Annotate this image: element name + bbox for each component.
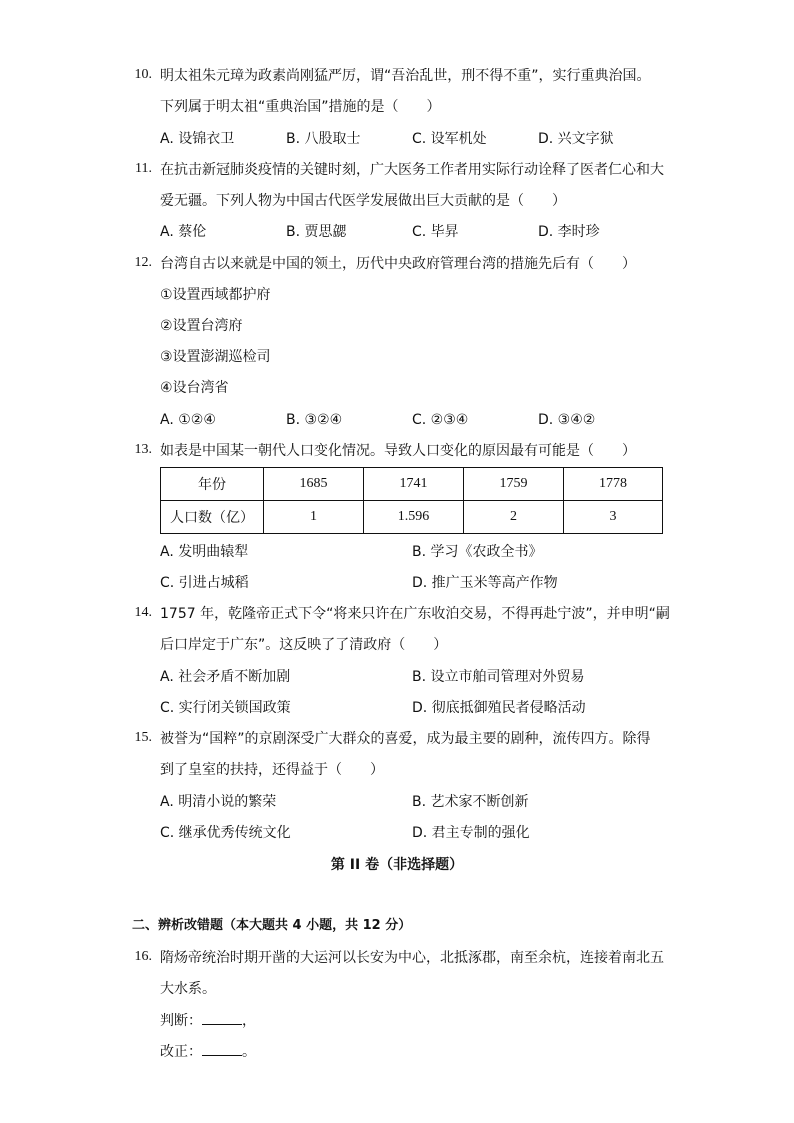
question-13-number: 13. (134, 442, 152, 457)
question-11-number: 11. (135, 161, 152, 176)
question-15-number: 15. (134, 730, 152, 745)
question-11-option-d: D. 李时珍 (538, 224, 600, 240)
question-12-option-a: A. ①②④ (160, 412, 216, 428)
question-14-text-line2: 后口岸定于广东”。这反映了了清政府（ ） (160, 637, 448, 653)
question-10-option-b: B. 八股取士 (286, 131, 361, 147)
table-cell: 1759 (464, 468, 564, 501)
section-2-title: 第 II 卷（非选择题） (330, 857, 464, 873)
table-cell: 1 (264, 501, 364, 534)
question-16-text-line2: 大水系。 (160, 981, 216, 997)
question-10-option-c: C. 设军机处 (412, 131, 487, 147)
question-16-judge-row (160, 1012, 256, 1030)
table-row (161, 501, 663, 534)
question-12-item-2: ②设置台湾府 (160, 318, 243, 334)
question-10-number: 10. (134, 67, 152, 82)
question-13-option-d: D. 推广玉米等高产作物 (412, 575, 558, 591)
question-15-option-c: C. 继承优秀传统文化 (160, 825, 291, 841)
question-10-text-line1: 明太祖朱元璋为政素尚刚猛严厉，谓“吾治乱世，刑不得不重”，实行重典治国。 (160, 68, 651, 84)
table-header-year: 年份 (161, 468, 264, 501)
question-15-option-b: B. 艺术家不断创新 (412, 794, 529, 810)
question-16-number: 16. (134, 949, 152, 964)
question-16-correct-row (160, 1043, 256, 1061)
question-11-option-a: A. 蔡伦 (160, 224, 207, 240)
table-cell: 1778 (564, 468, 663, 501)
question-13-option-a: A. 发明曲辕犁 (160, 544, 249, 560)
question-12-item-3: ③设置澎湖巡检司 (160, 349, 271, 365)
section-2-heading: 二、辨析改错题（本大题共 4 小题，共 12 分） (132, 918, 412, 933)
question-11-text-line1: 在抗击新冠肺炎疫情的关键时刻，广大医务工作者用实际行动诠释了医者仁心和大 (160, 162, 664, 178)
table-header-population: 人口数（亿） (161, 501, 264, 534)
question-14-option-d: D. 彻底抵御殖民者侵略活动 (412, 700, 586, 716)
question-10-option-a: A. 设锦衣卫 (160, 131, 235, 147)
judge-label: 判断： (160, 1013, 202, 1029)
table-row (161, 468, 663, 501)
question-11-option-b: B. 贾思勰 (286, 224, 347, 240)
population-table (160, 467, 663, 534)
correct-answer-blank[interactable] (202, 1043, 242, 1056)
question-10-text-line2: 下列属于明太祖“重典治国”措施的是（ ） (160, 99, 441, 115)
question-14-option-c: C. 实行闭关锁国政策 (160, 700, 291, 716)
question-15-option-a: A. 明清小说的繁荣 (160, 794, 277, 810)
table-cell: 1.596 (364, 501, 464, 534)
table-cell: 3 (564, 501, 663, 534)
question-10-option-d: D. 兴文字狱 (538, 131, 614, 147)
question-12-option-d: D. ③④② (538, 412, 596, 428)
table-cell: 2 (464, 501, 564, 534)
correct-label: 改正： (160, 1044, 202, 1060)
question-12-item-4: ④设台湾省 (160, 380, 229, 396)
question-13-option-c: C. 引进占城稻 (160, 575, 249, 591)
question-14-option-b: B. 设立市舶司管理对外贸易 (412, 669, 585, 685)
question-15-text-line2: 到了皇室的扶持，还得益于（ ） (160, 762, 384, 778)
table-cell: 1685 (264, 468, 364, 501)
question-12-option-b: B. ③②④ (286, 412, 343, 428)
question-14-option-a: A. 社会矛盾不断加剧 (160, 669, 291, 685)
question-11-text-line2: 爱无疆。下列人物为中国古代医学发展做出巨大贡献的是（ ） (160, 193, 566, 209)
correct-end: 。 (242, 1044, 256, 1060)
question-13-text-line1: 如表是中国某一朝代人口变化情况。导致人口变化的原因最有可能是（ ） (160, 443, 636, 459)
question-14-text-line1: 1757 年，乾隆帝正式下令“将来只许在广东收泊交易，不得再赴宁波”，并申明“嗣 (160, 606, 670, 622)
question-12-text-line1: 台湾自古以来就是中国的领土，历代中央政府管理台湾的措施先后有（ ） (160, 256, 636, 272)
question-12-number: 12. (134, 255, 152, 270)
question-15-text-line1: 被誉为“国粹”的京剧深受广大群众的喜爱，成为最主要的剧种，流传四方。除得 (160, 731, 651, 747)
judge-answer-blank[interactable] (202, 1012, 242, 1025)
question-12-option-c: C. ②③④ (412, 412, 469, 428)
question-11-option-c: C. 毕昇 (412, 224, 459, 240)
question-13-option-b: B. 学习《农政全书》 (412, 544, 543, 560)
question-12-item-1: ①设置西域都护府 (160, 287, 271, 303)
judge-end: ， (242, 1013, 256, 1029)
question-14-number: 14. (134, 605, 152, 620)
question-16-text-line1: 隋炀帝统治时期开凿的大运河以长安为中心，北抵涿郡，南至余杭，连接着南北五 (160, 950, 664, 966)
question-15-option-d: D. 君主专制的强化 (412, 825, 530, 841)
table-cell: 1741 (364, 468, 464, 501)
